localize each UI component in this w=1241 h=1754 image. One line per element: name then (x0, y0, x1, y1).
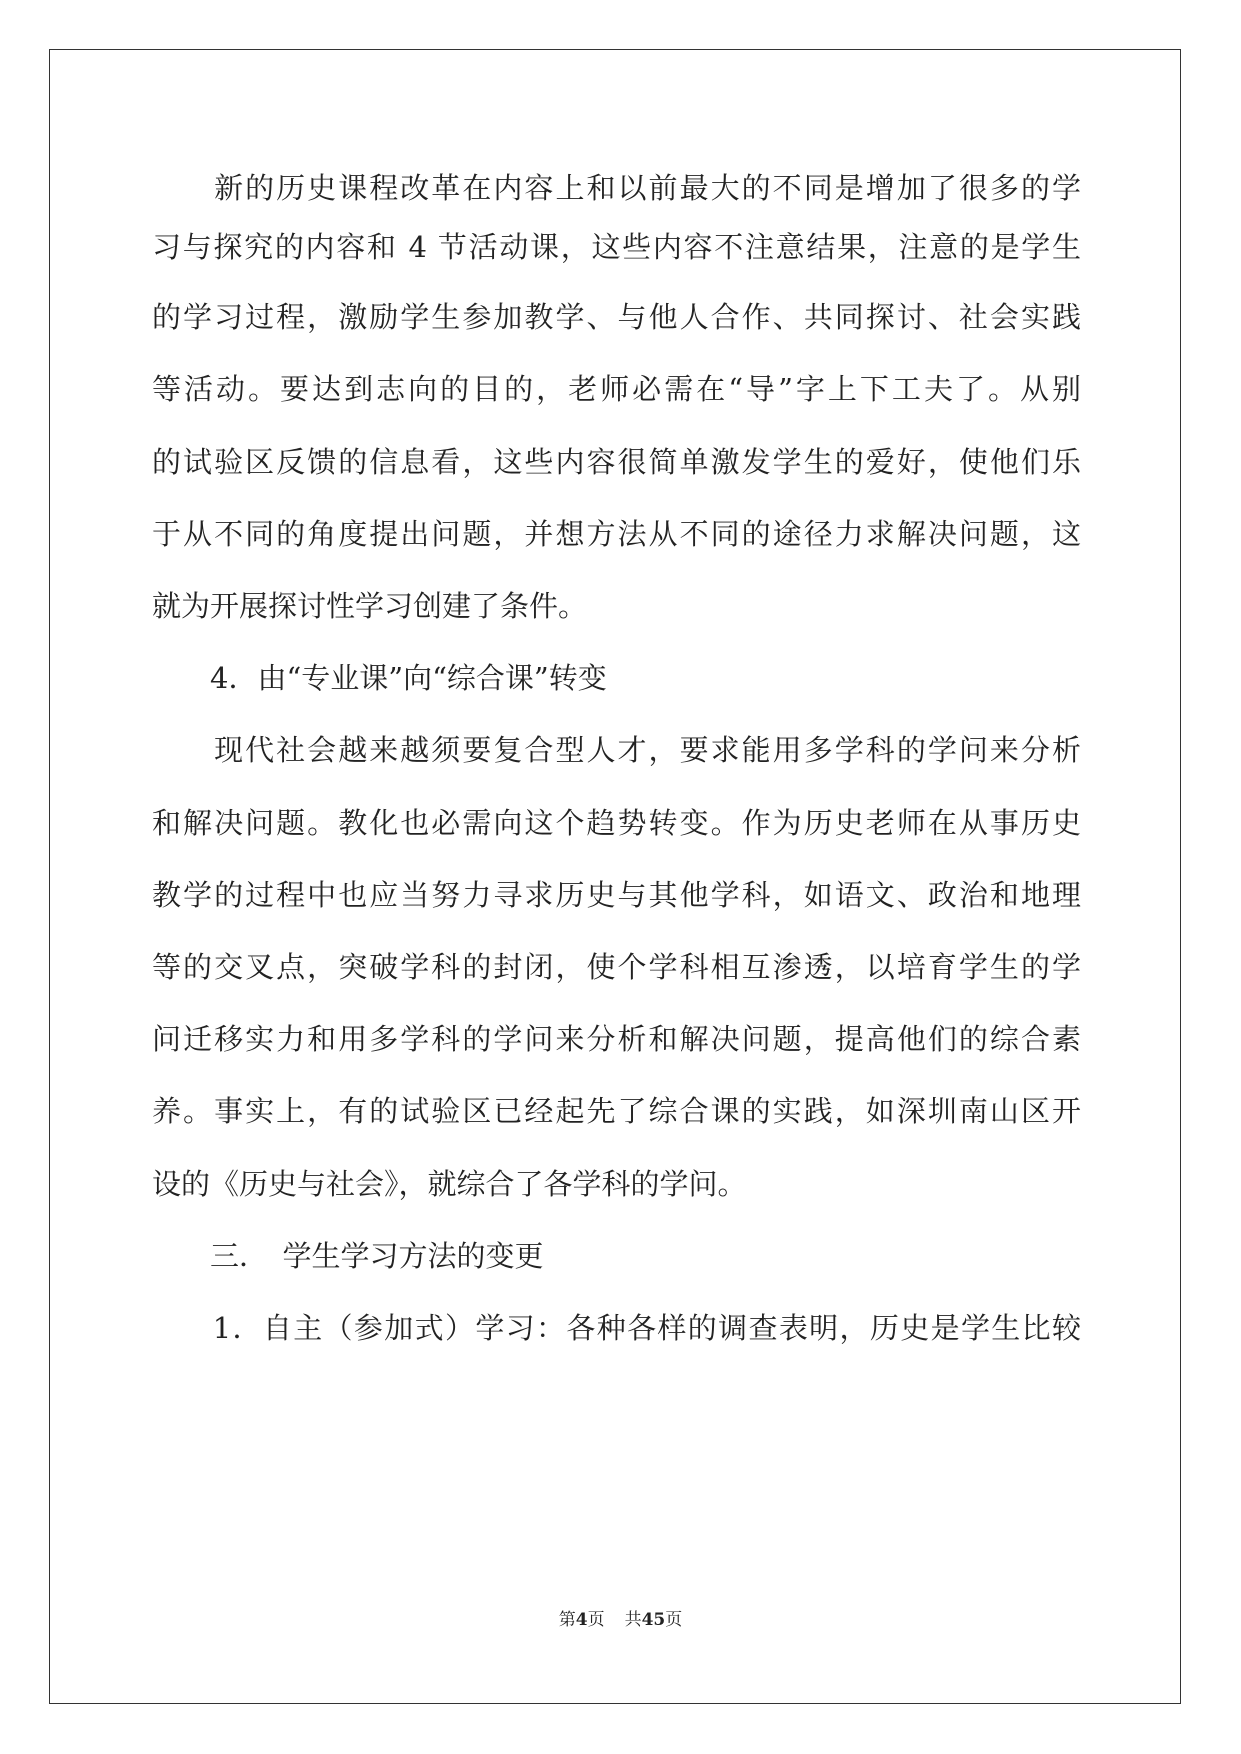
paragraph-line: 问迁移实力和用多学科的学问来分析和解决问题，提高他们的综合素 (152, 1022, 1081, 1056)
page-footer (0, 1609, 1241, 1631)
paragraph-line: 于从不同的角度提出问题，并想方法从不同的途径力求解决问题，这 (152, 517, 1081, 551)
paragraph-line: 设的《历史与社会》，就综合了各学科的学问。 (152, 1167, 747, 1201)
total-suffix: 页 (665, 1610, 683, 1630)
page-number: 4 (575, 1610, 588, 1630)
paragraph-line: 的试验区反馈的信息看，这些内容很简单激发学生的爱好，使他们乐 (152, 445, 1081, 479)
paragraph-line: 就为开展探讨性学习创建了条件。 (152, 589, 588, 623)
paragraph-line: 习与探究的内容和 4 节活动课，这些内容不注意结果，注意的是学生 (152, 230, 1081, 264)
paragraph-line: 教学的过程中也应当努力寻求历史与其他学科，如语文、政治和地理 (152, 878, 1081, 912)
page-prefix: 第 (558, 1610, 576, 1630)
paragraph-line: 等的交叉点，突破学科的封闭，使个学科相互渗透，以培育学生的学 (152, 950, 1081, 984)
paragraph-line: 的学习过程，激励学生参加教学、与他人合作、共同探讨、社会实践 (152, 300, 1081, 334)
paragraph-line: 1．自主（参加式）学习：各种各样的调查表明，历史是学生比较 (152, 1311, 1081, 1345)
paragraph-line: 养。事实上，有的试验区已经起先了综合课的实践，如深圳南山区开 (152, 1094, 1081, 1128)
section-heading: 三． 学生学习方法的变更 (152, 1239, 544, 1273)
page-suffix: 页 (587, 1610, 605, 1630)
paragraph-line: 现代社会越来越须要复合型人才，要求能用多学科的学问来分析 (152, 733, 1081, 767)
paragraph-line: 等活动。要达到志向的目的，老师必需在“导”字上下工夫了。从别 (152, 372, 1081, 406)
total-pages: 45 (641, 1610, 666, 1630)
total-prefix: 共 (624, 1610, 642, 1630)
paragraph-line: 和解决问题。教化也必需向这个趋势转变。作为历史老师在从事历史 (152, 806, 1081, 840)
section-heading: 4．由“专业课”向“综合课”转变 (152, 661, 607, 695)
paragraph-line: 新的历史课程改革在内容上和以前最大的不同是增加了很多的学 (152, 171, 1081, 205)
